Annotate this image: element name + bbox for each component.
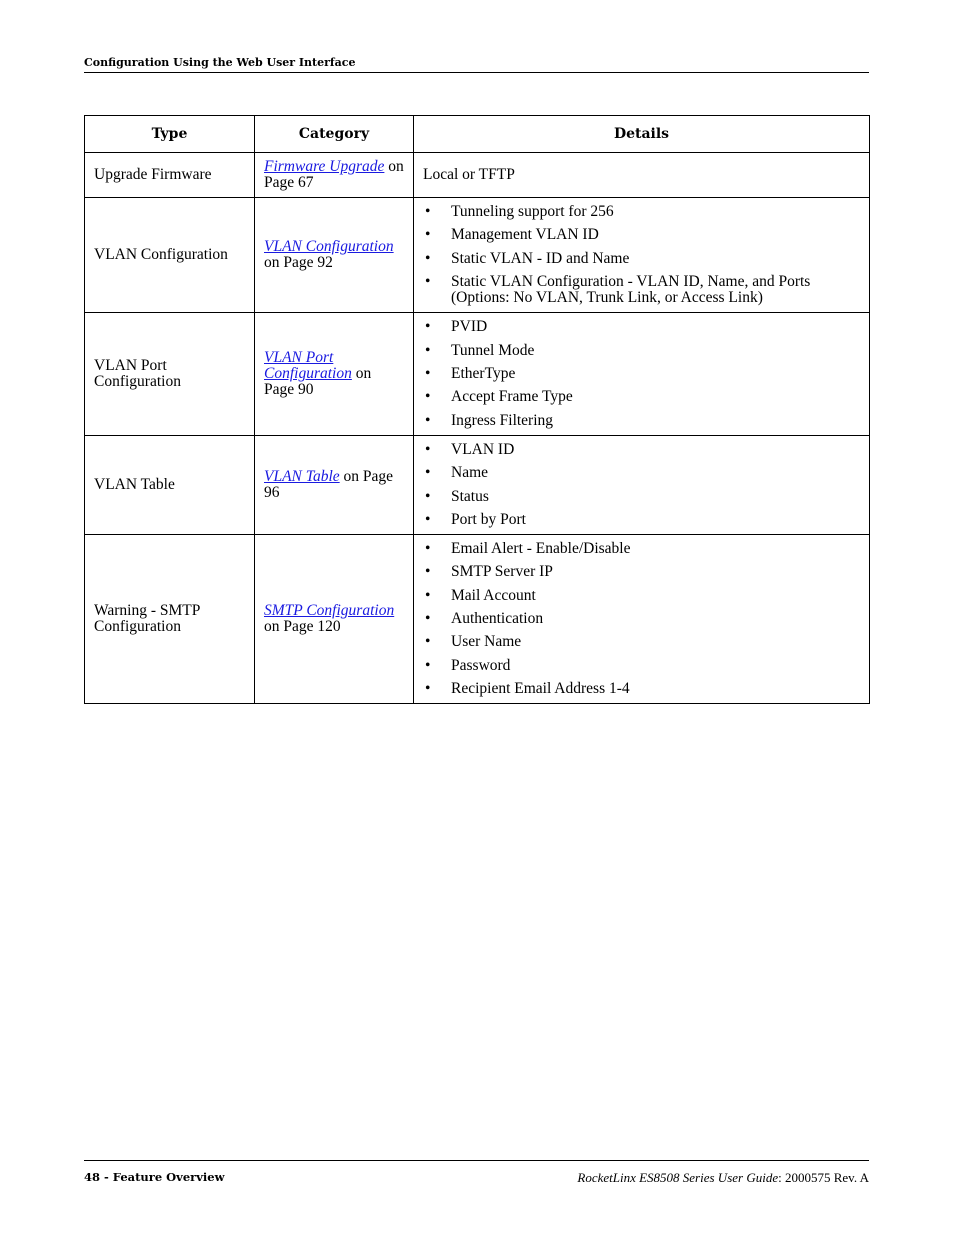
- category-link[interactable]: VLAN Port Configuration: [264, 348, 352, 382]
- page-footer: [84, 1160, 869, 1186]
- details-list: [423, 442, 860, 528]
- footer-doc-title: RocketLinx ES8508 Series User Guide: [577, 1170, 779, 1185]
- list-item: • PVID: [423, 319, 860, 335]
- page-reference: on Page 92: [264, 254, 333, 272]
- details-list: [423, 204, 860, 306]
- footer-page-label: 48 - Feature Overview: [84, 1170, 225, 1184]
- table-row: [85, 198, 870, 313]
- page-reference: on Page 67: [264, 158, 404, 191]
- page-reference: on Page 90: [264, 364, 372, 398]
- category-cell: [255, 435, 414, 534]
- details-list: [423, 319, 860, 429]
- table-row: [85, 153, 870, 198]
- type-cell: Upgrade Firmware: [85, 153, 255, 198]
- details-cell: [414, 153, 870, 198]
- details-cell: [414, 198, 870, 313]
- type-cell: VLAN Port Configuration: [85, 313, 255, 436]
- list-item: • SMTP Server IP: [423, 564, 860, 580]
- list-item: • Recipient Email Address 1-4: [423, 681, 860, 697]
- list-item: • Tunneling support for 256: [423, 204, 860, 220]
- list-item: • Tunnel Mode: [423, 343, 860, 359]
- table-header-row: [85, 116, 870, 153]
- details-cell: [414, 534, 870, 703]
- category-cell: [255, 153, 414, 198]
- list-item: • Ingress Filtering: [423, 413, 860, 429]
- table-row: [85, 313, 870, 436]
- details-cell: [414, 313, 870, 436]
- category-cell: [255, 534, 414, 703]
- table-row: [85, 435, 870, 534]
- details-cell: [414, 435, 870, 534]
- list-item: • User Name: [423, 634, 860, 650]
- column-header-details: Details: [414, 116, 870, 153]
- column-header-type: Type: [85, 116, 255, 153]
- type-cell: Warning - SMTP Configuration: [85, 534, 255, 703]
- category-cell: [255, 313, 414, 436]
- type-cell: VLAN Configuration: [85, 198, 255, 313]
- list-item: • Authentication: [423, 611, 860, 627]
- type-cell: VLAN Table: [85, 435, 255, 534]
- running-header: Configuration Using the Web User Interface: [84, 56, 869, 73]
- list-item: • VLAN ID: [423, 442, 860, 458]
- list-item: • Accept Frame Type: [423, 389, 860, 405]
- list-item: • Name: [423, 465, 860, 481]
- list-item: • Status: [423, 489, 860, 505]
- category-link[interactable]: VLAN Table: [264, 467, 340, 485]
- list-item: • Mail Account: [423, 588, 860, 604]
- list-item: • EtherType: [423, 366, 860, 382]
- table-row: [85, 534, 870, 703]
- list-item: • Static VLAN - ID and Name: [423, 251, 860, 267]
- category-cell: [255, 198, 414, 313]
- footer-doc-rev: : 2000575 Rev. A: [778, 1170, 869, 1185]
- page-reference: on Page 120: [264, 618, 341, 636]
- page-reference: on Page 96: [264, 467, 394, 501]
- list-item: • Management VLAN ID: [423, 227, 860, 243]
- category-link[interactable]: VLAN Configuration: [264, 238, 394, 256]
- list-item: • Static VLAN Configuration - VLAN ID, Name, and Ports (Options: No VLAN, Trunk Link, or Access Link): [423, 274, 860, 306]
- list-item: • Email Alert - Enable/Disable: [423, 541, 860, 557]
- list-item: • Password: [423, 658, 860, 674]
- footer-doc-id: [577, 1170, 869, 1186]
- column-header-category: Category: [255, 116, 414, 153]
- details-list: [423, 541, 860, 697]
- category-link[interactable]: Firmware Upgrade: [264, 158, 385, 175]
- category-link[interactable]: SMTP Configuration: [264, 602, 395, 620]
- list-item: • Port by Port: [423, 512, 860, 528]
- details-text: Local or TFTP: [423, 166, 515, 183]
- feature-table: [84, 115, 870, 704]
